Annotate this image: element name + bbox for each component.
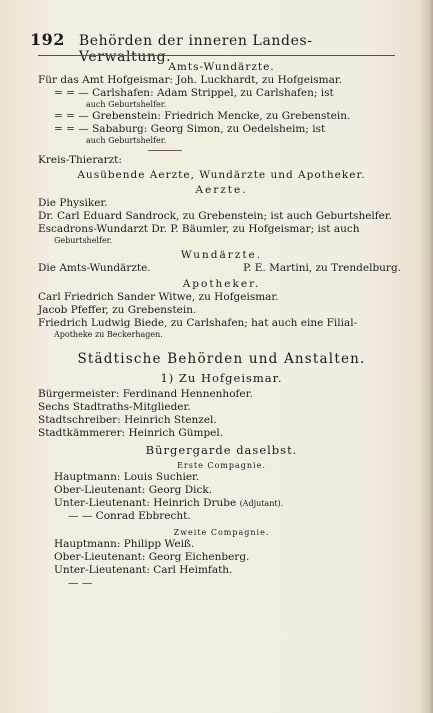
text-line: = = — Grebenstein: Friedrich Mencke, zu Grebenstein. [54, 110, 351, 122]
note-line: Geburtshelfer. [54, 236, 113, 245]
text-line: Ober-Lieutenant: Georg Eichenberg. [54, 551, 250, 563]
text-line: Jacob Pfeffer, zu Grebenstein. [38, 304, 197, 316]
physiker-label: Die Physiker. [38, 197, 108, 209]
text-line: Friedrich Ludwig Biede, zu Carlshafen; hat auch eine Filial- [38, 317, 358, 329]
text-line: — — Conrad Ebbrecht. [68, 510, 191, 522]
subheading-wundarzte: Wundärzte. [180, 249, 263, 261]
subheading-apotheker: Apotheker. [182, 278, 261, 290]
subheading-aerzte: Aerzte. [195, 184, 248, 196]
text-line: Unter-Lieutenant: Carl Heimfath. [54, 564, 233, 576]
text-line: = = — Carlshafen: Adam Strippel, zu Carlshafen; ist [54, 87, 334, 99]
divider [148, 150, 182, 151]
page-edge-shadow [419, 0, 433, 713]
header-rule [38, 55, 395, 56]
kreis-thierarzt-label: Kreis-Thierarzt: [38, 154, 122, 166]
text-line: — — [68, 577, 93, 589]
text-line: Unter-Lieutenant: Heinrich Drube (Adjutant). [54, 497, 284, 509]
text-line: Dr. Carl Eduard Sandrock, zu Grebenstein; ist auch Geburtshelfer. [38, 210, 393, 222]
text-line: Bürgermeister: Ferdinand Hennenhofer. [38, 388, 253, 400]
subheading-erste-compagnie: Erste Compagnie. [177, 461, 266, 470]
text-line: Carl Friedrich Sander Witwe, zu Hofgeismar. [38, 291, 279, 303]
section-heading-amtswundarzte: Amts-Wundärzte. [168, 61, 275, 73]
text-line: Hauptmann: Louis Suchier. [54, 471, 200, 483]
text-line: Die Amts-Wundärzte. P. E. Martini, zu Trendelburg. [38, 262, 401, 274]
page-header [30, 30, 403, 65]
note-line: auch Geburtshelfer. [86, 100, 167, 109]
section-heading-stadtische: Städtische Behörden und Anstalten. [77, 351, 366, 367]
text-line: Für das Amt Hofgeismar: Joh. Luckhardt, zu Hofgeismar. [38, 74, 343, 86]
text-line: = = — Sababurg: Georg Simon, zu Oedelsheim; ist [54, 123, 326, 135]
text-line: Stadtschreiber: Heinrich Stenzel. [38, 414, 217, 426]
text-line: Hauptmann: Philipp Weiß. [54, 538, 195, 550]
subheading-hofgeismar: 1) Zu Hofgeismar. [160, 371, 283, 385]
page-number: 192 [30, 30, 65, 49]
section-heading-ausubende: Ausübende Aerzte, Wundärzte und Apotheker. [77, 169, 366, 181]
text-line: Sechs Stadtraths-Mitglieder. [38, 401, 191, 413]
text-line: Ober-Lieutenant: Georg Dick. [54, 484, 213, 496]
page-body [38, 61, 405, 590]
running-head: Behörden der inneren Landes-Verwaltung. [78, 33, 313, 65]
subheading-zweite-compagnie: Zweite Compagnie. [173, 528, 270, 537]
subheading-burgergarde: Bürgergarde daselbst. [145, 443, 298, 457]
note-line: auch Geburtshelfer. [86, 136, 167, 145]
text-line: Escadrons-Wundarzt Dr. P. Bäumler, zu Hofgeismar; ist auch [38, 223, 360, 235]
note-line: Apotheke zu Beckerhagen. [54, 330, 163, 339]
text-line: Stadtkämmerer: Heinrich Gümpel. [38, 427, 224, 439]
